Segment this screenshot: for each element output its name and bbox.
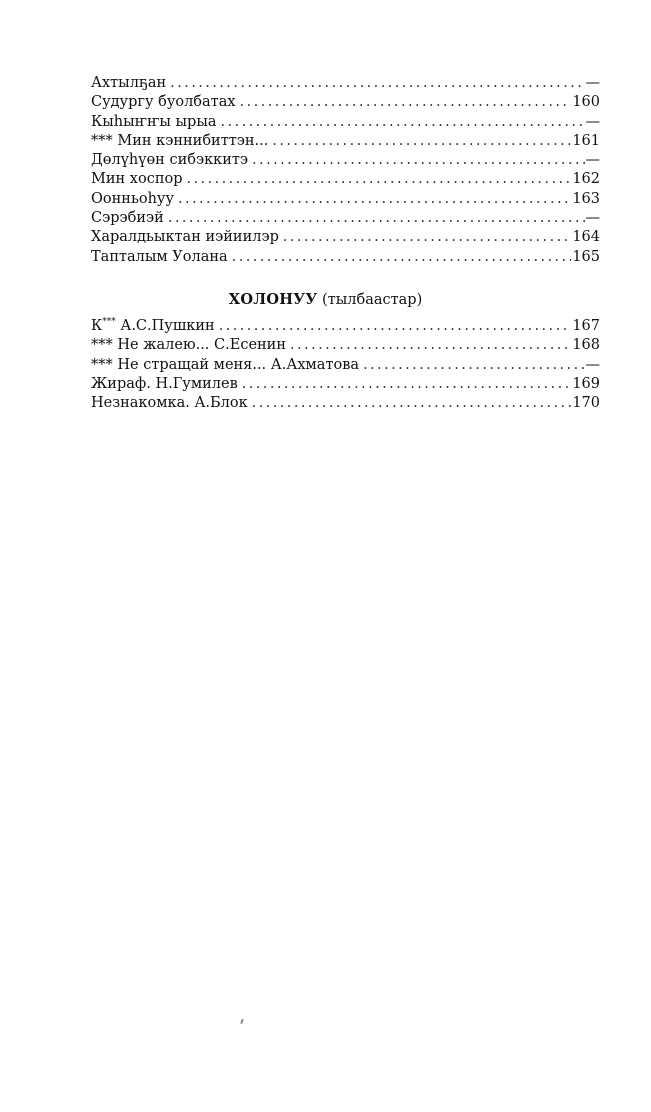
toc-entry-page: 162	[572, 171, 600, 188]
toc-entry-title: Тапталым Уолана	[91, 248, 228, 265]
toc-entry-title: Оонньоһуу	[91, 190, 174, 207]
toc-entry-title: Кыһыҥҥы ырыа	[91, 113, 217, 130]
toc-entry-page: 170	[572, 395, 600, 412]
toc-entry[interactable]	[91, 170, 600, 189]
toc-entry-page: —	[585, 210, 600, 227]
toc-entry-title-text: Не стращай меня... А.Ахматова	[112, 356, 360, 373]
toc-entry-title: Жираф. Н.Гумилев	[91, 375, 238, 392]
dot-leader	[170, 74, 584, 93]
dot-leader	[283, 228, 571, 247]
section-heading	[0, 290, 651, 310]
toc-entry-title: Сэрэбиэй	[91, 210, 164, 227]
toc-entry-title	[91, 317, 219, 336]
toc-entry[interactable]	[91, 394, 600, 413]
asterism-prefix: ***	[91, 337, 113, 354]
toc-entry-page: —	[585, 356, 600, 373]
toc-entry[interactable]	[91, 74, 600, 93]
dot-leader	[363, 356, 584, 375]
dot-leader	[187, 170, 572, 189]
asterism-prefix: ***	[91, 356, 113, 373]
table-of-contents-part-2	[91, 317, 600, 413]
section-title: ХОЛОНУУ	[228, 291, 318, 308]
dot-leader	[219, 317, 572, 336]
toc-entry[interactable]	[91, 248, 600, 267]
toc-entry-title: Судургу буолбатах	[91, 94, 236, 111]
toc-entry-page: 169	[572, 375, 600, 392]
toc-entry[interactable]	[91, 375, 600, 394]
toc-entry[interactable]	[91, 190, 600, 209]
toc-entry-page: 161	[572, 132, 600, 149]
section-subtitle: (тылбаастар)	[322, 292, 423, 308]
table-of-contents-part-1	[91, 74, 600, 267]
toc-entry-page: —	[585, 75, 600, 91]
toc-entry[interactable]	[91, 93, 600, 112]
toc-entry-page: —	[585, 152, 600, 169]
toc-entry-title	[91, 336, 290, 355]
toc-entry-title-text: Не жалею... С.Есенин	[112, 337, 287, 354]
print-speck	[240, 1019, 244, 1024]
toc-entry-title: Дөлүһүөн сибэккитэ	[91, 152, 249, 169]
dot-leader	[232, 248, 572, 267]
dot-leader	[242, 375, 572, 394]
toc-entry[interactable]	[91, 151, 600, 170]
dot-leader	[168, 209, 585, 228]
toc-entry-page: 168	[572, 337, 600, 354]
toc-entry-page: —	[585, 113, 600, 130]
toc-entry-title-text: А.С.Пушкин	[115, 318, 215, 334]
toc-entry-title: Мин хоспор	[91, 171, 183, 188]
toc-entry-title: Ахтылҕан	[91, 75, 167, 91]
toc-entry-title	[91, 132, 272, 151]
dedication-prefix: К	[91, 318, 103, 334]
asterism-prefix: ***	[91, 132, 113, 149]
toc-entry[interactable]	[91, 336, 600, 355]
toc-entry[interactable]	[91, 113, 600, 132]
toc-entry[interactable]	[91, 317, 600, 336]
toc-entry-page: 167	[572, 318, 600, 334]
toc-entry-title-text: Мин кэннибиттэн...	[112, 132, 269, 149]
dot-leader	[252, 151, 584, 170]
toc-entry[interactable]	[91, 132, 600, 151]
asterism-superscript: ***	[102, 317, 116, 327]
dot-leader	[240, 93, 572, 112]
dot-leader	[221, 113, 585, 132]
dot-leader	[290, 336, 571, 355]
toc-entry-title: Незнакомка. А.Блок	[91, 395, 248, 412]
toc-entry-page: 163	[572, 190, 600, 207]
dot-leader	[252, 394, 572, 413]
dot-leader	[178, 190, 571, 209]
dot-leader	[272, 132, 571, 151]
toc-entry-title	[91, 356, 363, 375]
toc-entry-title: Харалдьыктан иэйиилэр	[91, 229, 279, 246]
toc-entry-page: 164	[572, 229, 600, 246]
toc-entry-page: 165	[572, 248, 600, 265]
toc-entry[interactable]	[91, 209, 600, 228]
toc-entry-page: 160	[572, 94, 600, 111]
toc-entry[interactable]	[91, 356, 600, 375]
toc-entry[interactable]	[91, 228, 600, 247]
